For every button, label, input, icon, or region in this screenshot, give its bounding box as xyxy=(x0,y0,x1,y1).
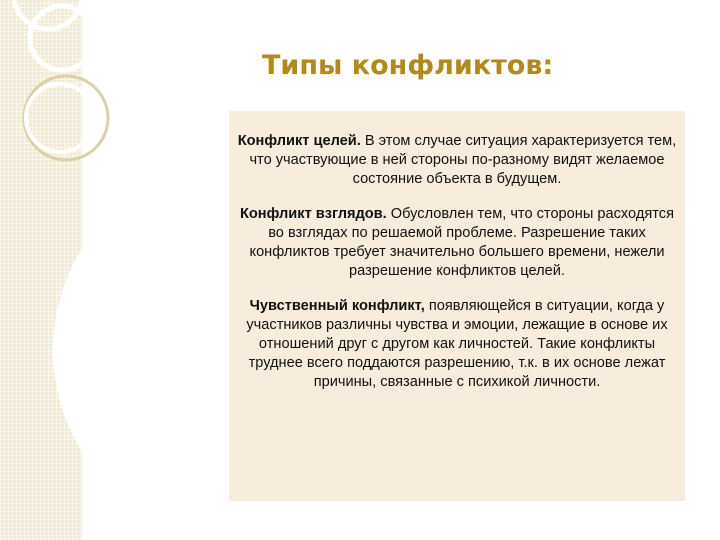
paragraph-emotional-conflict xyxy=(237,297,677,392)
content-box xyxy=(229,111,685,501)
term-goals-conflict: Конфликт целей. xyxy=(237,133,361,149)
decorative-circles xyxy=(0,0,230,540)
text-goals-conflict: В этом случае ситуация характеризуется тем, что участвующие в ней стороны по-разному видят желаемое состояние объекта в будущем. xyxy=(249,133,677,187)
term-emotional-conflict: Чувственный конфликт, xyxy=(249,298,425,314)
white-arc-shape xyxy=(53,158,230,540)
ring-top-white xyxy=(14,0,82,29)
text-views-conflict: Обусловлен тем, что стороны расходятся во взглядах по решаемой проблеме. Разрешение таких конфликтов требует значительно большего времени, нежели разрешение конфликтов целей. xyxy=(249,206,674,279)
text-emotional-conflict: появляющейся в ситуации, когда у участников различны чувства и эмоции, лежащие в основе их отношений друг с другом как личностей. Такие конфликты труднее всего поддаются разрешению, т.к. в их основе лежат причины, связанные с психикой личности. xyxy=(246,298,668,390)
term-views-conflict: Конфликт взглядов. xyxy=(239,206,387,222)
paragraph-views-conflict xyxy=(237,205,677,281)
ring-inner-white xyxy=(26,84,94,152)
paragraph-goals-conflict xyxy=(237,132,677,189)
slide-title: Типы конфликтов: xyxy=(262,50,554,81)
ring-mid-white xyxy=(30,6,94,70)
